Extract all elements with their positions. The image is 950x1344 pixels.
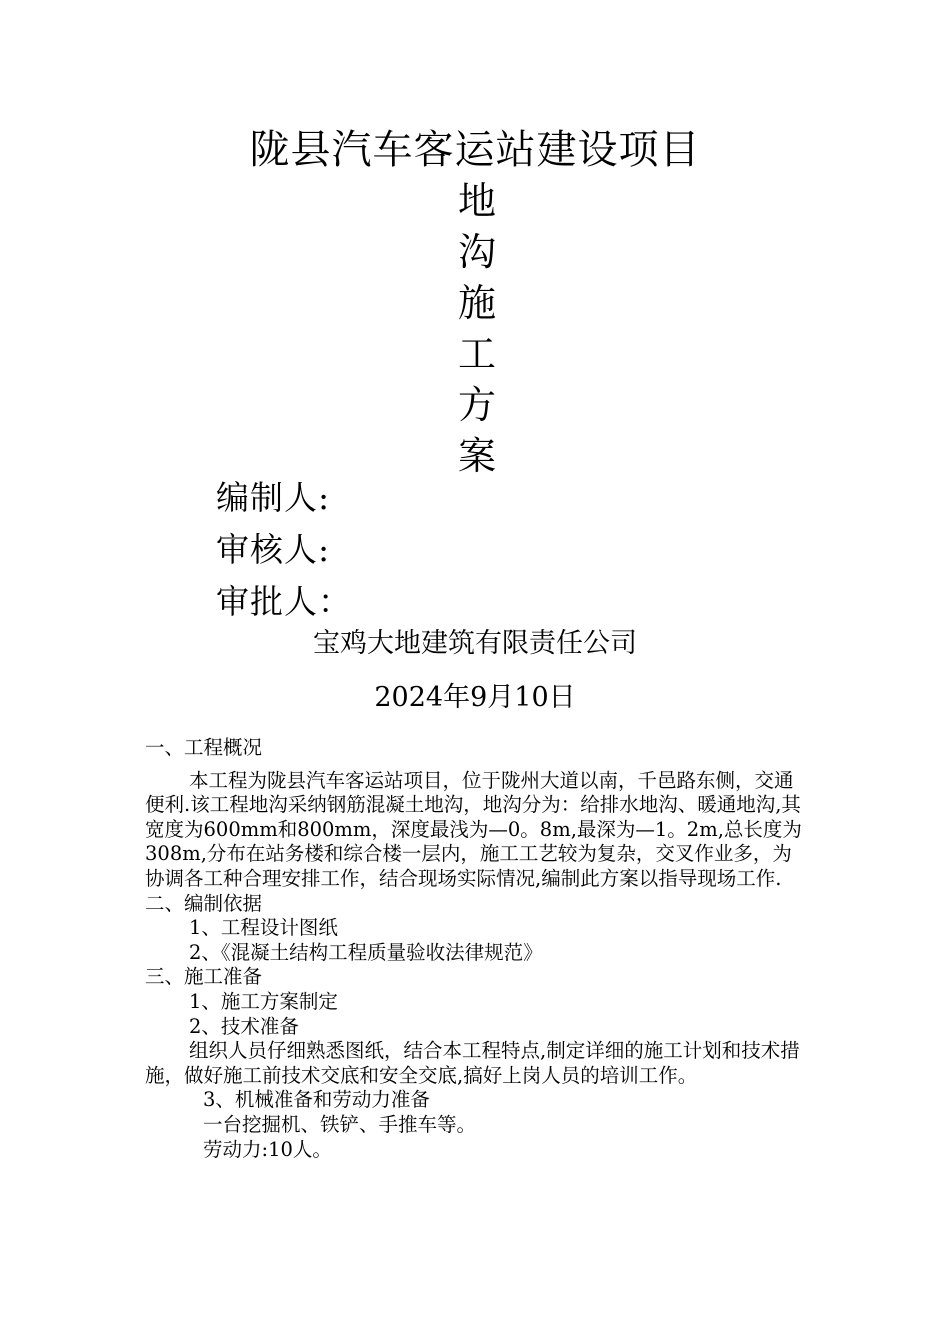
vertical-char: 沟 xyxy=(457,230,496,274)
vertical-subtitle xyxy=(455,176,499,482)
vertical-char: 施 xyxy=(457,281,496,325)
section-heading: 二、编制依据 xyxy=(145,891,263,915)
list-item: 2、《混凝土结构工程质量验收法律规范》 xyxy=(189,940,543,964)
section-heading: 三、施工准备 xyxy=(145,965,263,989)
section-heading: 一、工程概况 xyxy=(145,736,263,759)
section-paragraph: 组织人员仔细熟悉图纸，结合本工程特点,制定详细的施工计划和技术措施，做好施工前技术交底和安全交底,搞好上岗人员的培训工作。 xyxy=(145,1039,800,1087)
company-name: 宝鸡大地建筑有限责任公司 xyxy=(313,628,637,659)
vertical-char: 工 xyxy=(457,332,496,376)
list-item: 3、机械准备和劳动力准备 xyxy=(203,1088,430,1112)
vertical-char: 方 xyxy=(457,383,496,427)
vertical-char: 地 xyxy=(457,179,496,223)
list-item: 2、技术准备 xyxy=(189,1014,299,1038)
reviewer-label: 审核人: xyxy=(216,530,331,569)
document-date: 2024年9月10日 xyxy=(374,682,576,713)
list-item: 一台挖掘机、铁铲、手推车等。 xyxy=(203,1112,477,1136)
compiler-label: 编制人: xyxy=(216,478,331,517)
project-title: 陇县汽车客运站建设项目 xyxy=(249,127,701,173)
section-paragraph: 本工程为陇县汽车客运站项目，位于陇州大道以南，千邑路东侧，交通便利.该工程地沟采纳钢筋混凝土地沟，地沟分为：给排水地沟、暖通地沟,其宽度为600mm和800mm，深度最浅为—0。8m,最深为—1。2m,总长度为308m,分布在站务楼和综合楼一层内，施工工艺较为复杂，交叉作业多，为协调各工种合理安排工作，结合现场实际情况,编制此方案以指导现场工作. xyxy=(145,768,802,890)
list-item: 1、施工方案制定 xyxy=(189,989,338,1013)
vertical-char: 案 xyxy=(457,434,496,478)
list-item: 劳动力:10人。 xyxy=(203,1137,332,1161)
document-body xyxy=(145,736,810,1162)
list-item: 1、工程设计图纸 xyxy=(189,916,338,940)
approver-label: 审批人： xyxy=(216,582,352,621)
